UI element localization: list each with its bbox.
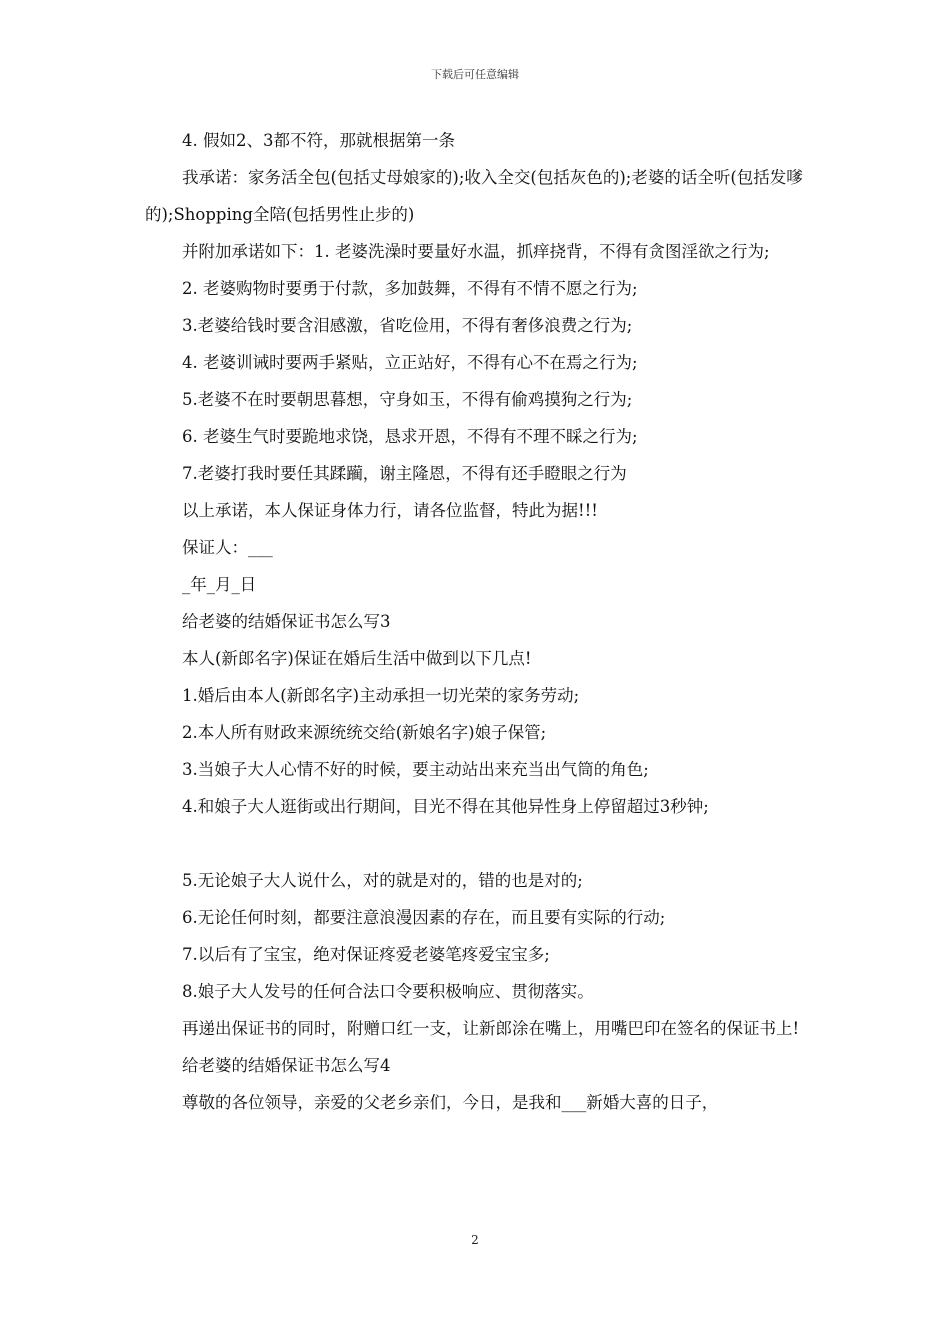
paragraph-line: 以上承诺，本人保证身体力行，请各位监督，特此为据!!! [182,501,598,520]
list-item: 7.以后有了宝宝，绝对保证疼爱老婆笔疼爱宝宝多; [182,945,550,964]
list-item: 6.无论任何时刻，都要注意浪漫因素的存在，而且要有实际的行动; [182,908,666,927]
paragraph-line: 7.老婆打我时要任其蹂躏，谢主隆恩，不得有还手瞪眼之行为 [182,464,627,483]
paragraph-wrapped: 再递出保证书的同时，附赠口红一支，让新郎涂在嘴上，用嘴巴印在签名的保证书上! [182,1019,800,1038]
section-title: 给老婆的结婚保证书怎么写4 [182,1056,391,1075]
paragraph-line: 4. 假如2、3都不符，那就根据第一条 [182,131,455,150]
page-number: 2 [471,1233,479,1247]
document-body [145,122,810,1121]
signature-line: 保证人：___ [182,538,273,557]
list-item: 3.当娘子大人心情不好的时候，要主动站出来充当出气筒的角色; [182,760,649,779]
page-header: 下载后可任意编辑 [431,68,519,81]
paragraph-line: 尊敬的各位领导，亲爱的父老乡亲们，今日，是我和___新婚大喜的日子， [182,1093,719,1112]
paragraph-wrapped: 并附加承诺如下：1. 老婆洗澡时要量好水温，抓痒挠背，不得有贪图淫欲之行为; [182,242,770,261]
list-item: 5.无论娘子大人说什么，对的就是对的，错的也是对的; [182,871,583,890]
date-line: _年_月_日 [182,575,257,594]
list-item: 2.本人所有财政来源统统交给(新娘名字)娘子保管; [182,723,547,742]
paragraph-line: 4. 老婆训诫时要两手紧贴，立正站好，不得有心不在焉之行为; [182,353,638,372]
paragraph-line: 5.老婆不在时要朝思暮想，守身如玉，不得有偷鸡摸狗之行为; [182,390,633,409]
paragraph-line: 2. 老婆购物时要勇于付款，多加鼓舞，不得有不情不愿之行为; [182,279,638,298]
paragraph-wrapped: 我承诺：家务活全包(包括丈母娘家的);收入全交(包括灰色的);老婆的话全听(包括发嗲的);Shopping全陪(包括男性止步的) [145,168,803,224]
list-item: 4.和娘子大人逛街或出行期间，目光不得在其他异性身上停留超过3秒钟; [182,797,709,816]
paragraph-line: 6. 老婆生气时要跪地求饶，恳求开恩，不得有不理不睬之行为; [182,427,638,446]
section-title: 给老婆的结婚保证书怎么写3 [182,612,391,631]
paragraph-line: 3.老婆给钱时要含泪感激，省吃俭用，不得有奢侈浪费之行为; [182,316,633,335]
blank-line [145,825,810,862]
list-item: 8.娘子大人发号的任何合法口令要积极响应、贯彻落实。 [182,982,594,1001]
paragraph-line: 本人(新郎名字)保证在婚后生活中做到以下几点! [182,649,532,668]
list-item: 1.婚后由本人(新郎名字)主动承担一切光荣的家务劳动; [182,686,580,705]
